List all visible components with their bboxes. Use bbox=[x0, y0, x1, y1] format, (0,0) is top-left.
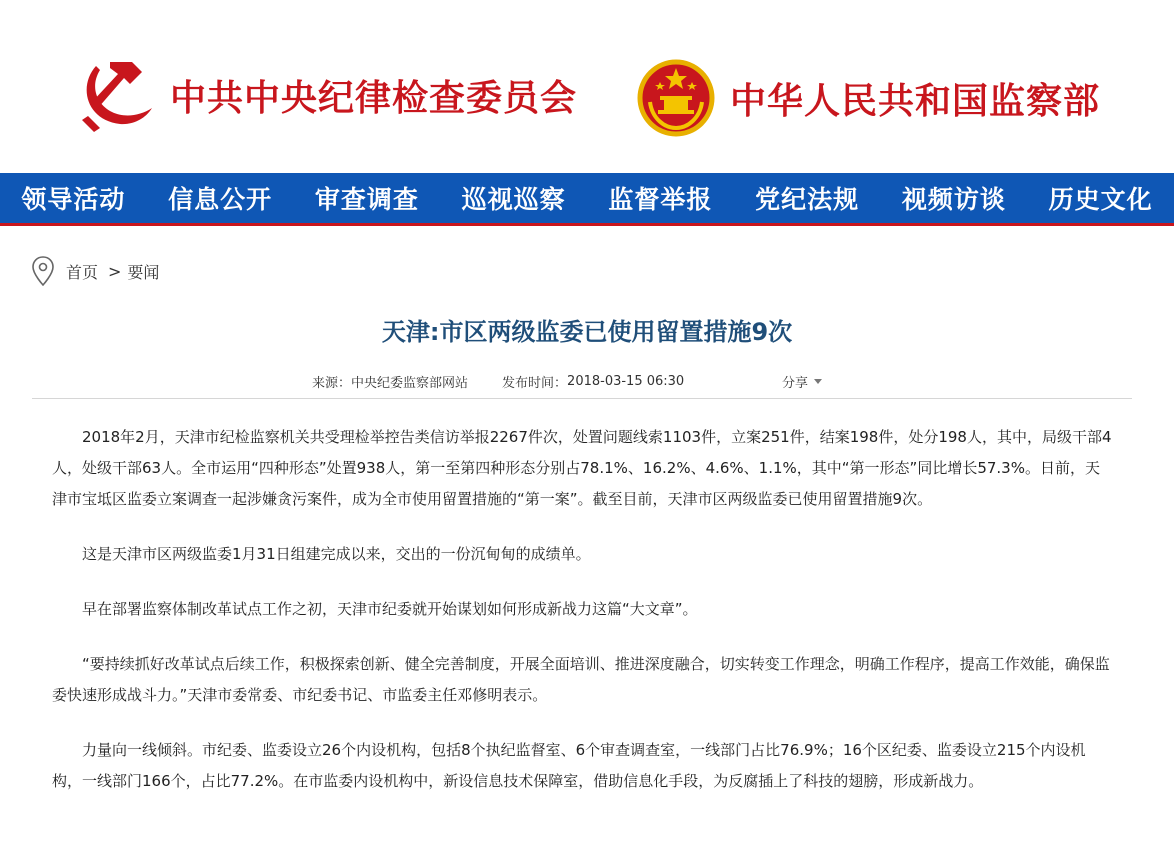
article-paragraph: 2018年2月，天津市纪检监察机关共受理检举控告类信访举报2267件次，处置问题线索1103件，立案251件，结案198件，处分198人，其中，局级干部4人，处级干部63人。全市运用“四种形态”处置938人，第一至第四种形态分别占78.1%、16.2%、4.6%、1.1%，其中“第一形态”同比增长57.3%。日前，天津市宝坻区监委立案调查一起涉嫌贪污案件，成为全市使用留置措施的“第一案”。截至目前，天津市区两级监委已使用留置措施9次。 bbox=[52, 428, 1112, 508]
breadcrumb-separator: > bbox=[108, 261, 122, 281]
article-paragraph: 力量向一线倾斜。市纪委、监委设立26个内设机构，包括8个执纪监督室、6个审查调查室，一线部门占比76.9%；16个区纪委、监委设立215个内设机构，一线部门166个，占比77.2%。在市监委内设机构中，新设信息技术保障室，借助信息化手段，为反腐插上了科技的翅膀，形成新战力。 bbox=[52, 741, 1086, 790]
title-divider bbox=[32, 398, 1132, 399]
main-nav bbox=[0, 173, 1174, 226]
source-label: 来源： bbox=[312, 376, 352, 391]
national-emblem-icon bbox=[636, 58, 716, 138]
article-paragraph: “要持续抓好改革试点后续工作，积极探索创新、健全完善制度，开展全面培训、推进深度融合，切实转变工作理念，明确工作程序，提高工作效能，确保监委快速形成战斗力。”天津市委常委、市纪委书记、市监委主任邓修明表示。 bbox=[52, 655, 1110, 704]
source-value: 中央纪委监察部网站 bbox=[351, 376, 469, 391]
hammer-sickle-icon bbox=[80, 58, 156, 132]
cpc-logo-group[interactable] bbox=[80, 58, 577, 132]
site-header bbox=[0, 0, 1174, 173]
breadcrumb bbox=[32, 256, 159, 286]
chevron-down-icon bbox=[814, 379, 822, 384]
breadcrumb-home[interactable]: 首页 bbox=[66, 262, 99, 282]
nav-item-investigation[interactable]: 审查调查 bbox=[314, 185, 419, 214]
nav-item-info-disclosure[interactable]: 信息公开 bbox=[168, 185, 273, 214]
nav-item-video[interactable]: 视频访谈 bbox=[901, 185, 1006, 214]
nav-item-history[interactable]: 历史文化 bbox=[1048, 185, 1153, 214]
nav-item-report[interactable]: 监督举报 bbox=[608, 185, 713, 214]
org-name-ccdi: 中共中央纪律检查委员会 bbox=[170, 76, 578, 119]
nav-item-regulations[interactable]: 党纪法规 bbox=[755, 185, 860, 214]
share-label: 分享 bbox=[782, 376, 809, 391]
date-value: 2018-03-15 06:30 bbox=[567, 374, 685, 389]
nav-item-leadership[interactable]: 领导活动 bbox=[21, 185, 126, 214]
article-body bbox=[52, 422, 1112, 821]
nav-item-inspection[interactable]: 巡视巡察 bbox=[461, 185, 566, 214]
date-label: 发布时间： bbox=[502, 376, 568, 391]
share-button[interactable] bbox=[782, 372, 822, 391]
org-name-ministry: 中华人民共和国监察部 bbox=[730, 79, 1101, 122]
location-pin-icon bbox=[32, 256, 54, 286]
article-paragraph: 早在部署监察体制改革试点工作之初，天津市纪委就开始谋划如何形成新战力这篇“大文章”。 bbox=[82, 600, 698, 618]
national-emblem-group[interactable] bbox=[636, 58, 1100, 138]
article-title: 天津:市区两级监委已使用留置措施9次 bbox=[381, 318, 793, 346]
breadcrumb-current[interactable]: 要闻 bbox=[127, 262, 160, 282]
article-meta bbox=[312, 372, 684, 391]
article-paragraph: 这是天津市区两级监委1月31日组建完成以来，交出的一份沉甸甸的成绩单。 bbox=[82, 545, 591, 563]
